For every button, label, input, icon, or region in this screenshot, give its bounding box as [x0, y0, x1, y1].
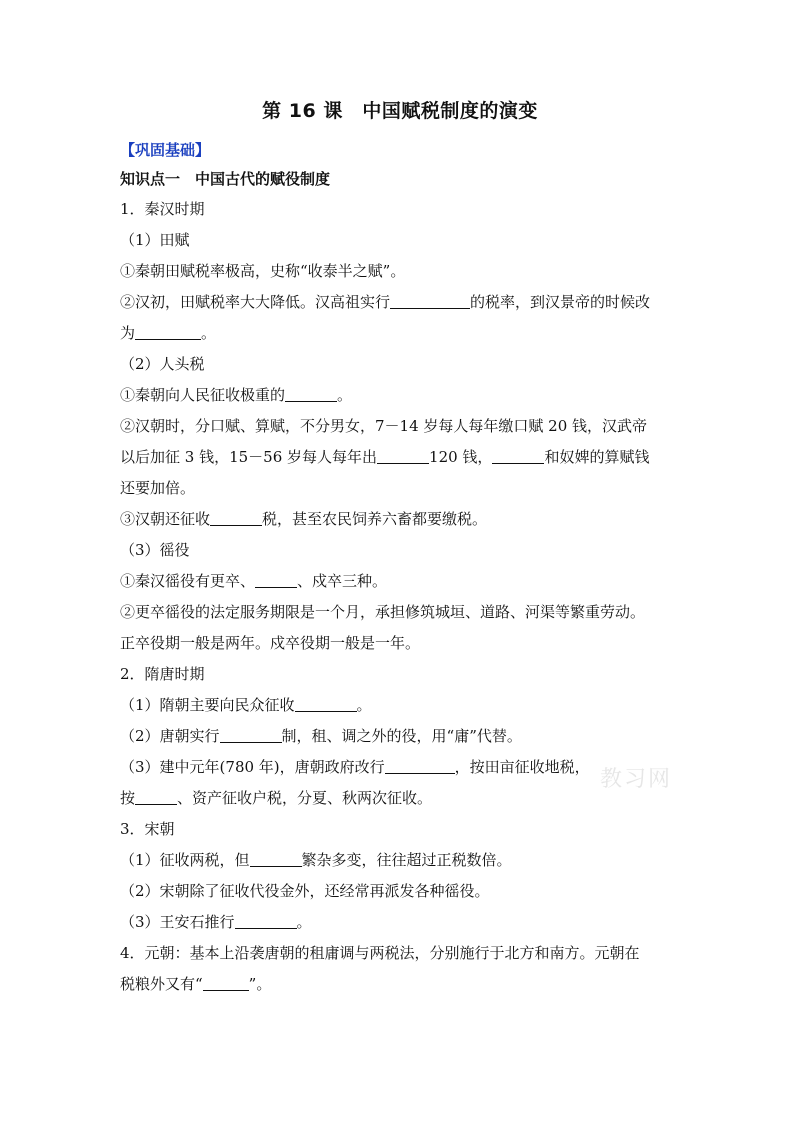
- section-heading: 2．隋唐时期: [120, 665, 205, 683]
- sub-heading: （2）人头税: [120, 355, 205, 373]
- text-line: ①秦汉徭役有更卒、 、戍卒三种。: [120, 566, 680, 597]
- page-title: 第 16 课 中国赋税制度的演变: [262, 100, 538, 122]
- text-line: 按 、资产征收户税，分夏、秋两次征收。: [120, 783, 680, 814]
- text-line: 4．元朝：基本上沿袭唐朝的租庸调与两税法，分别施行于北方和南方。元朝在: [120, 944, 640, 962]
- text-line: （2）唐朝实行 制，租、调之外的役，用“庸”代替。: [120, 721, 680, 752]
- text-line: （1）隋朝主要向民众征收 。: [120, 690, 680, 721]
- section-tag: 【巩固基础】: [120, 141, 211, 159]
- fill-blank[interactable]: [135, 321, 201, 340]
- text-line: 以后加征 3 钱，15－56 岁每人每年出 120 钱， 和奴婢的算赋钱: [120, 442, 680, 473]
- text-line: （3）建中元年(780 年)，唐朝政府改行 ，按田亩征收地税，: [120, 752, 680, 783]
- text-line: 正卒役期一般是两年。戍卒役期一般是一年。: [120, 634, 421, 652]
- text-line: ①秦朝田赋税率极高，史称“收泰半之赋”。: [120, 262, 406, 280]
- section-heading: 3．宋朝: [120, 820, 175, 838]
- fill-blank[interactable]: [390, 290, 470, 309]
- watermark: 教习网: [600, 767, 673, 792]
- fill-blank[interactable]: [135, 786, 177, 805]
- knowledge-point-heading: 知识点一 中国古代的赋役制度: [120, 170, 331, 188]
- fill-blank[interactable]: [235, 910, 297, 929]
- text-line: ②更卒徭役的法定服务期限是一个月，承担修筑城垣、道路、河渠等繁重劳动。: [120, 603, 646, 621]
- text-line: ②汉初，田赋税率大大降低。汉高祖实行 的税率，到汉景帝的时候改: [120, 287, 680, 318]
- fill-blank[interactable]: [285, 383, 337, 402]
- fill-blank[interactable]: [295, 693, 357, 712]
- fill-blank[interactable]: [250, 848, 302, 867]
- text-line: 税粮外又有“ ”。: [120, 969, 680, 1000]
- text-line: （1）征收两税，但 繁杂多变，往往超过正税数倍。: [120, 845, 680, 876]
- document-page: [120, 96, 680, 1000]
- text-line: ②汉朝时，分口赋、算赋，不分男女，7－14 岁每人每年缴口赋 20 钱，汉武帝: [120, 417, 648, 435]
- text-line: （2）宋朝除了征收代役金外，还经常再派发各种徭役。: [120, 882, 490, 900]
- fill-blank[interactable]: [210, 507, 262, 526]
- fill-blank[interactable]: [220, 724, 282, 743]
- text-line: ①秦朝向人民征收极重的 。: [120, 380, 680, 411]
- fill-blank[interactable]: [203, 972, 249, 991]
- fill-blank[interactable]: [385, 755, 455, 774]
- text-line: ③汉朝还征收 税，甚至农民饲养六畜都要缴税。: [120, 504, 680, 535]
- text-line: （3）王安石推行 。: [120, 907, 680, 938]
- sub-heading: （3）徭役: [120, 541, 190, 559]
- fill-blank[interactable]: [377, 445, 429, 464]
- fill-blank[interactable]: [255, 569, 297, 588]
- section-heading: 1．秦汉时期: [120, 200, 205, 218]
- sub-heading: （1）田赋: [120, 231, 190, 249]
- text-line: 还要加倍。: [120, 479, 196, 497]
- fill-blank[interactable]: [492, 445, 544, 464]
- text-line: 为 。: [120, 318, 680, 349]
